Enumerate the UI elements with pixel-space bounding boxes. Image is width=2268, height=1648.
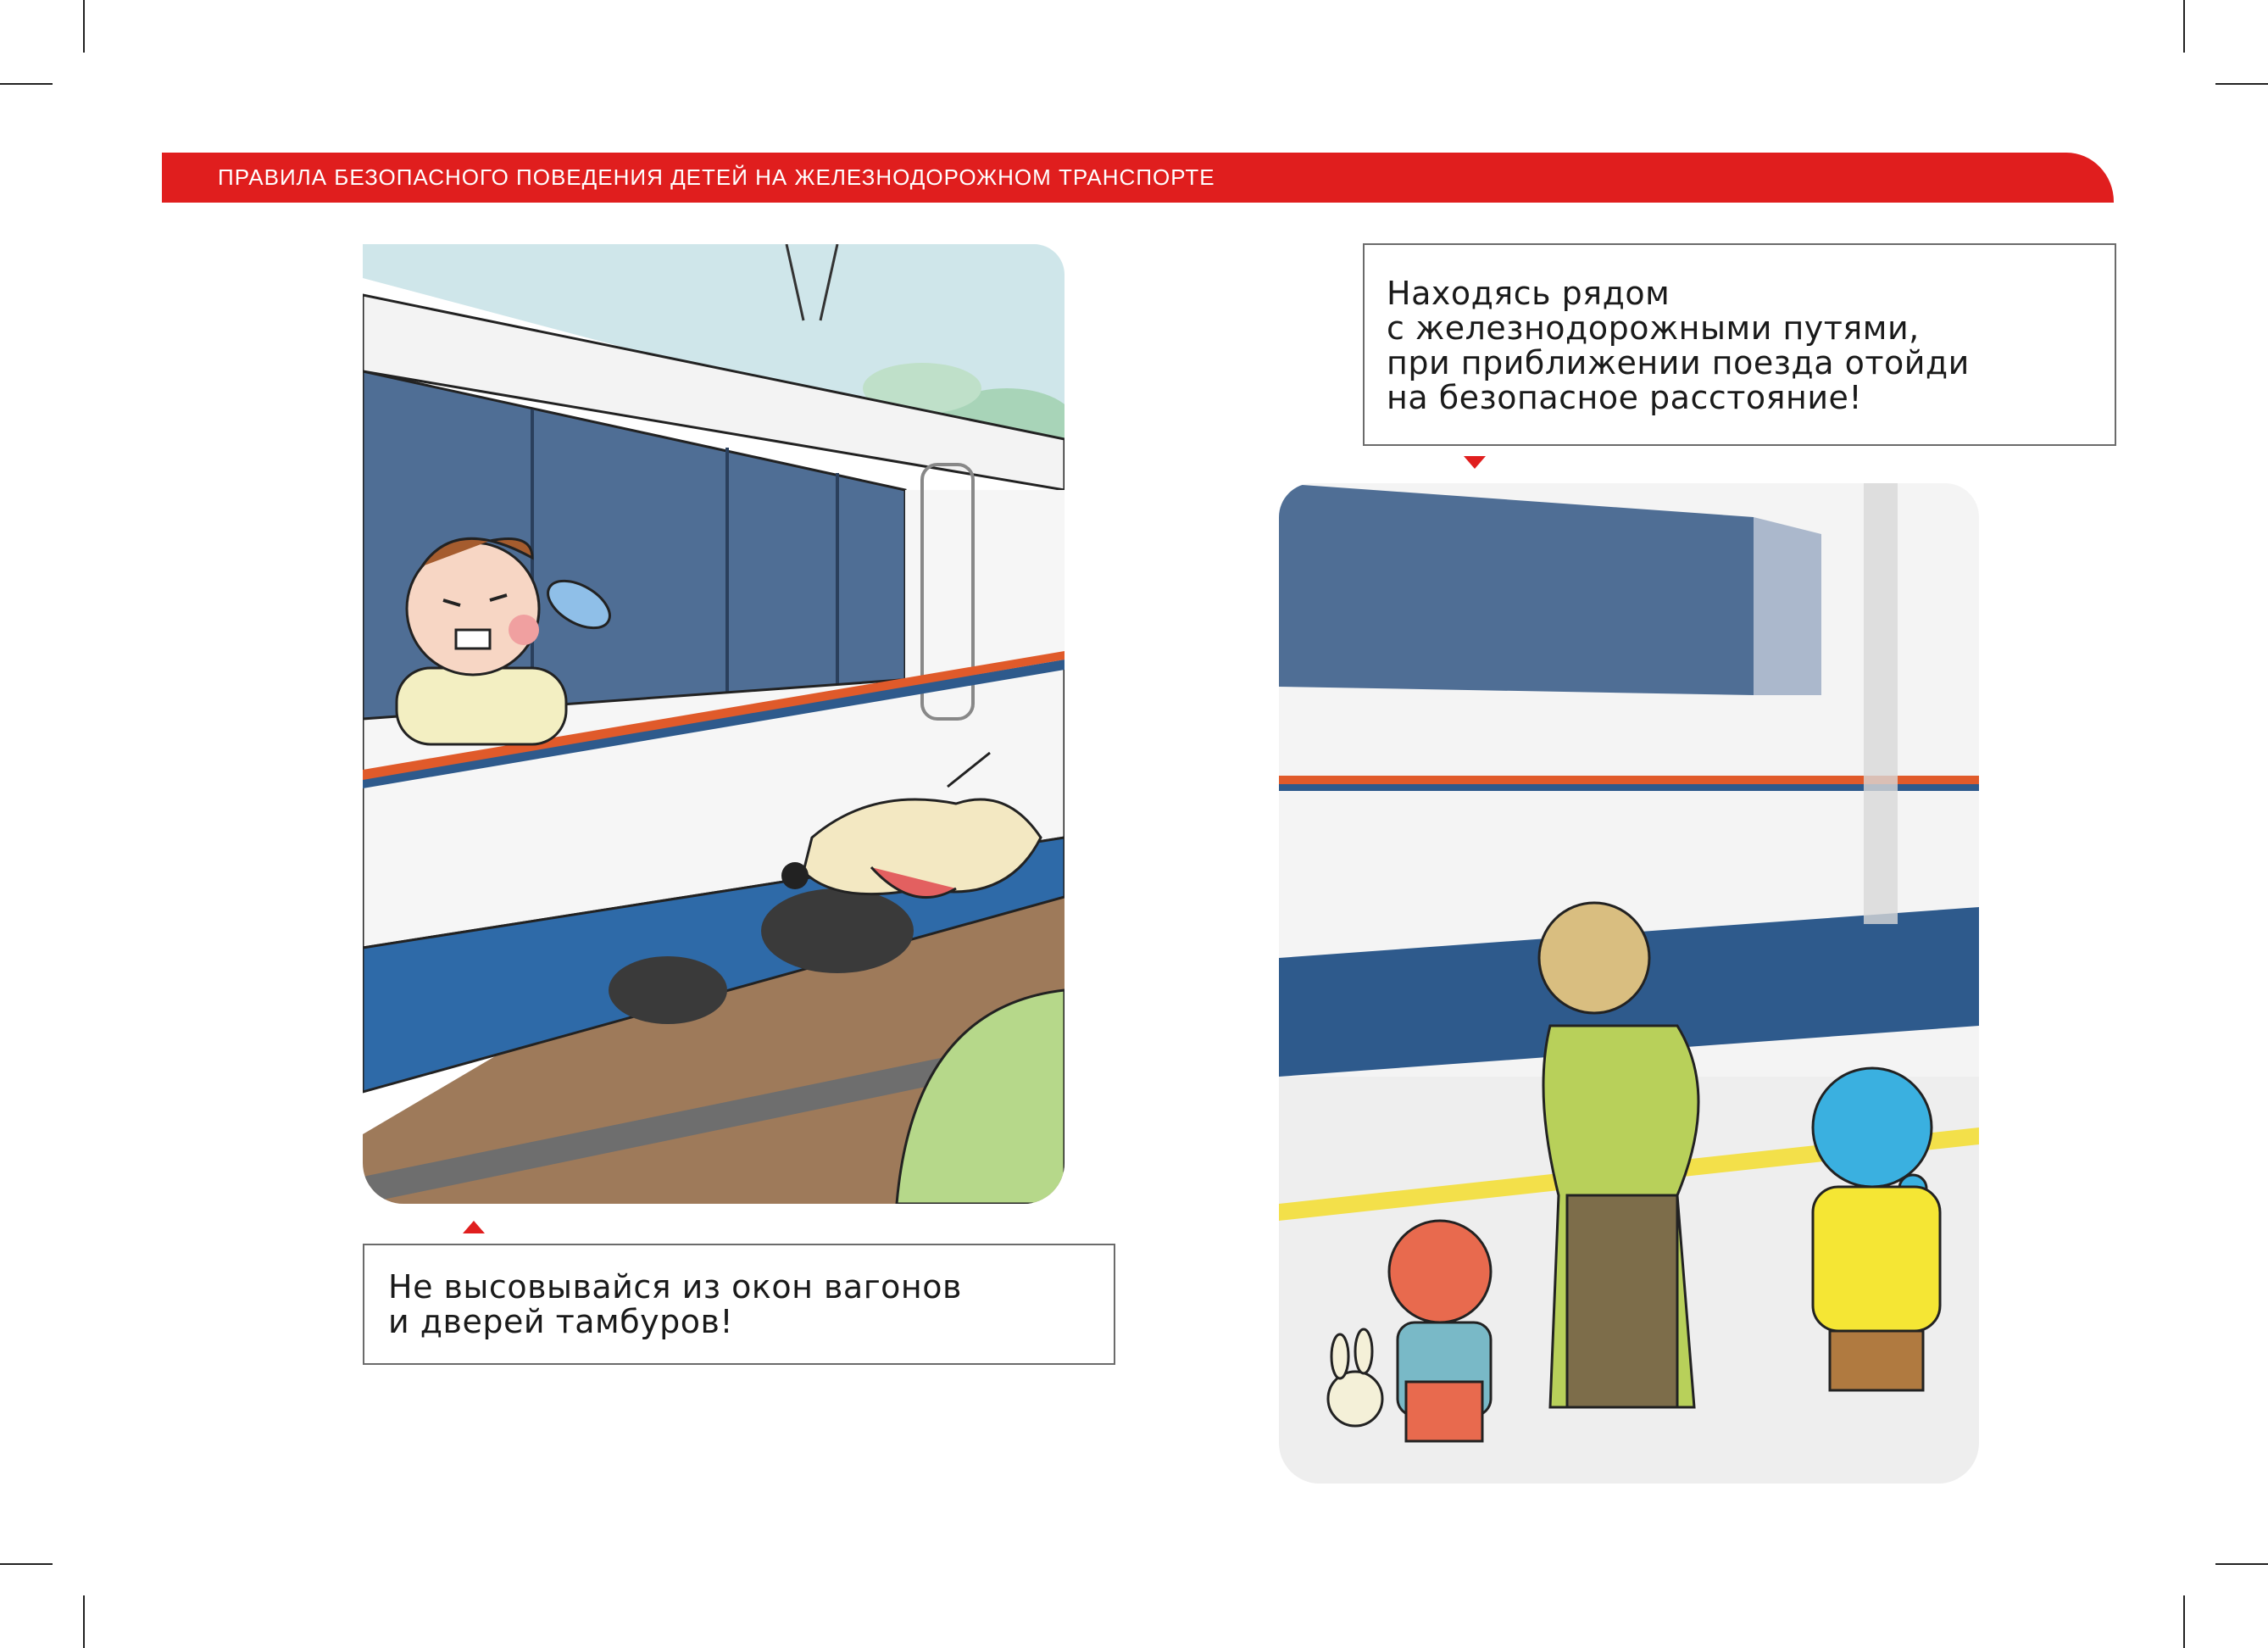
caption-line: с железнодорожными путями,	[1387, 309, 1920, 347]
train-window-scene	[363, 244, 1065, 1204]
caption-line: Не высовывайся из окон вагонов	[388, 1268, 962, 1306]
caption-line: и дверей тамбуров!	[388, 1303, 734, 1340]
crop-mark	[83, 0, 85, 53]
header-banner	[162, 153, 2114, 203]
caption-line: на безопасное расстояние!	[1387, 379, 1863, 416]
crop-mark	[2183, 0, 2185, 53]
crop-mark	[2215, 83, 2268, 85]
caption-pointer-down-icon	[1464, 456, 1486, 469]
platform-scene	[1279, 483, 1979, 1484]
crop-mark	[83, 1595, 85, 1648]
header-title: ПРАВИЛА БЕЗОПАСНОГО ПОВЕДЕНИЯ ДЕТЕЙ НА ЖЕЛЕЗНОДОРОЖНОМ ТРАНСПОРТЕ	[218, 164, 1215, 190]
crop-mark	[0, 1563, 53, 1565]
crop-mark	[2183, 1595, 2185, 1648]
caption-pointer-up-icon	[463, 1221, 485, 1233]
illustration-boy-leaning-out-window	[363, 244, 1065, 1204]
illustration-family-by-train	[1279, 483, 1979, 1484]
crop-mark	[2215, 1563, 2268, 1565]
caption-line: при приближении поезда отойди	[1387, 344, 1970, 381]
crop-mark	[0, 83, 53, 85]
caption-line: Находясь рядом	[1387, 275, 1670, 312]
caption-box-right	[1363, 243, 2116, 446]
caption-box-left	[363, 1244, 1115, 1365]
